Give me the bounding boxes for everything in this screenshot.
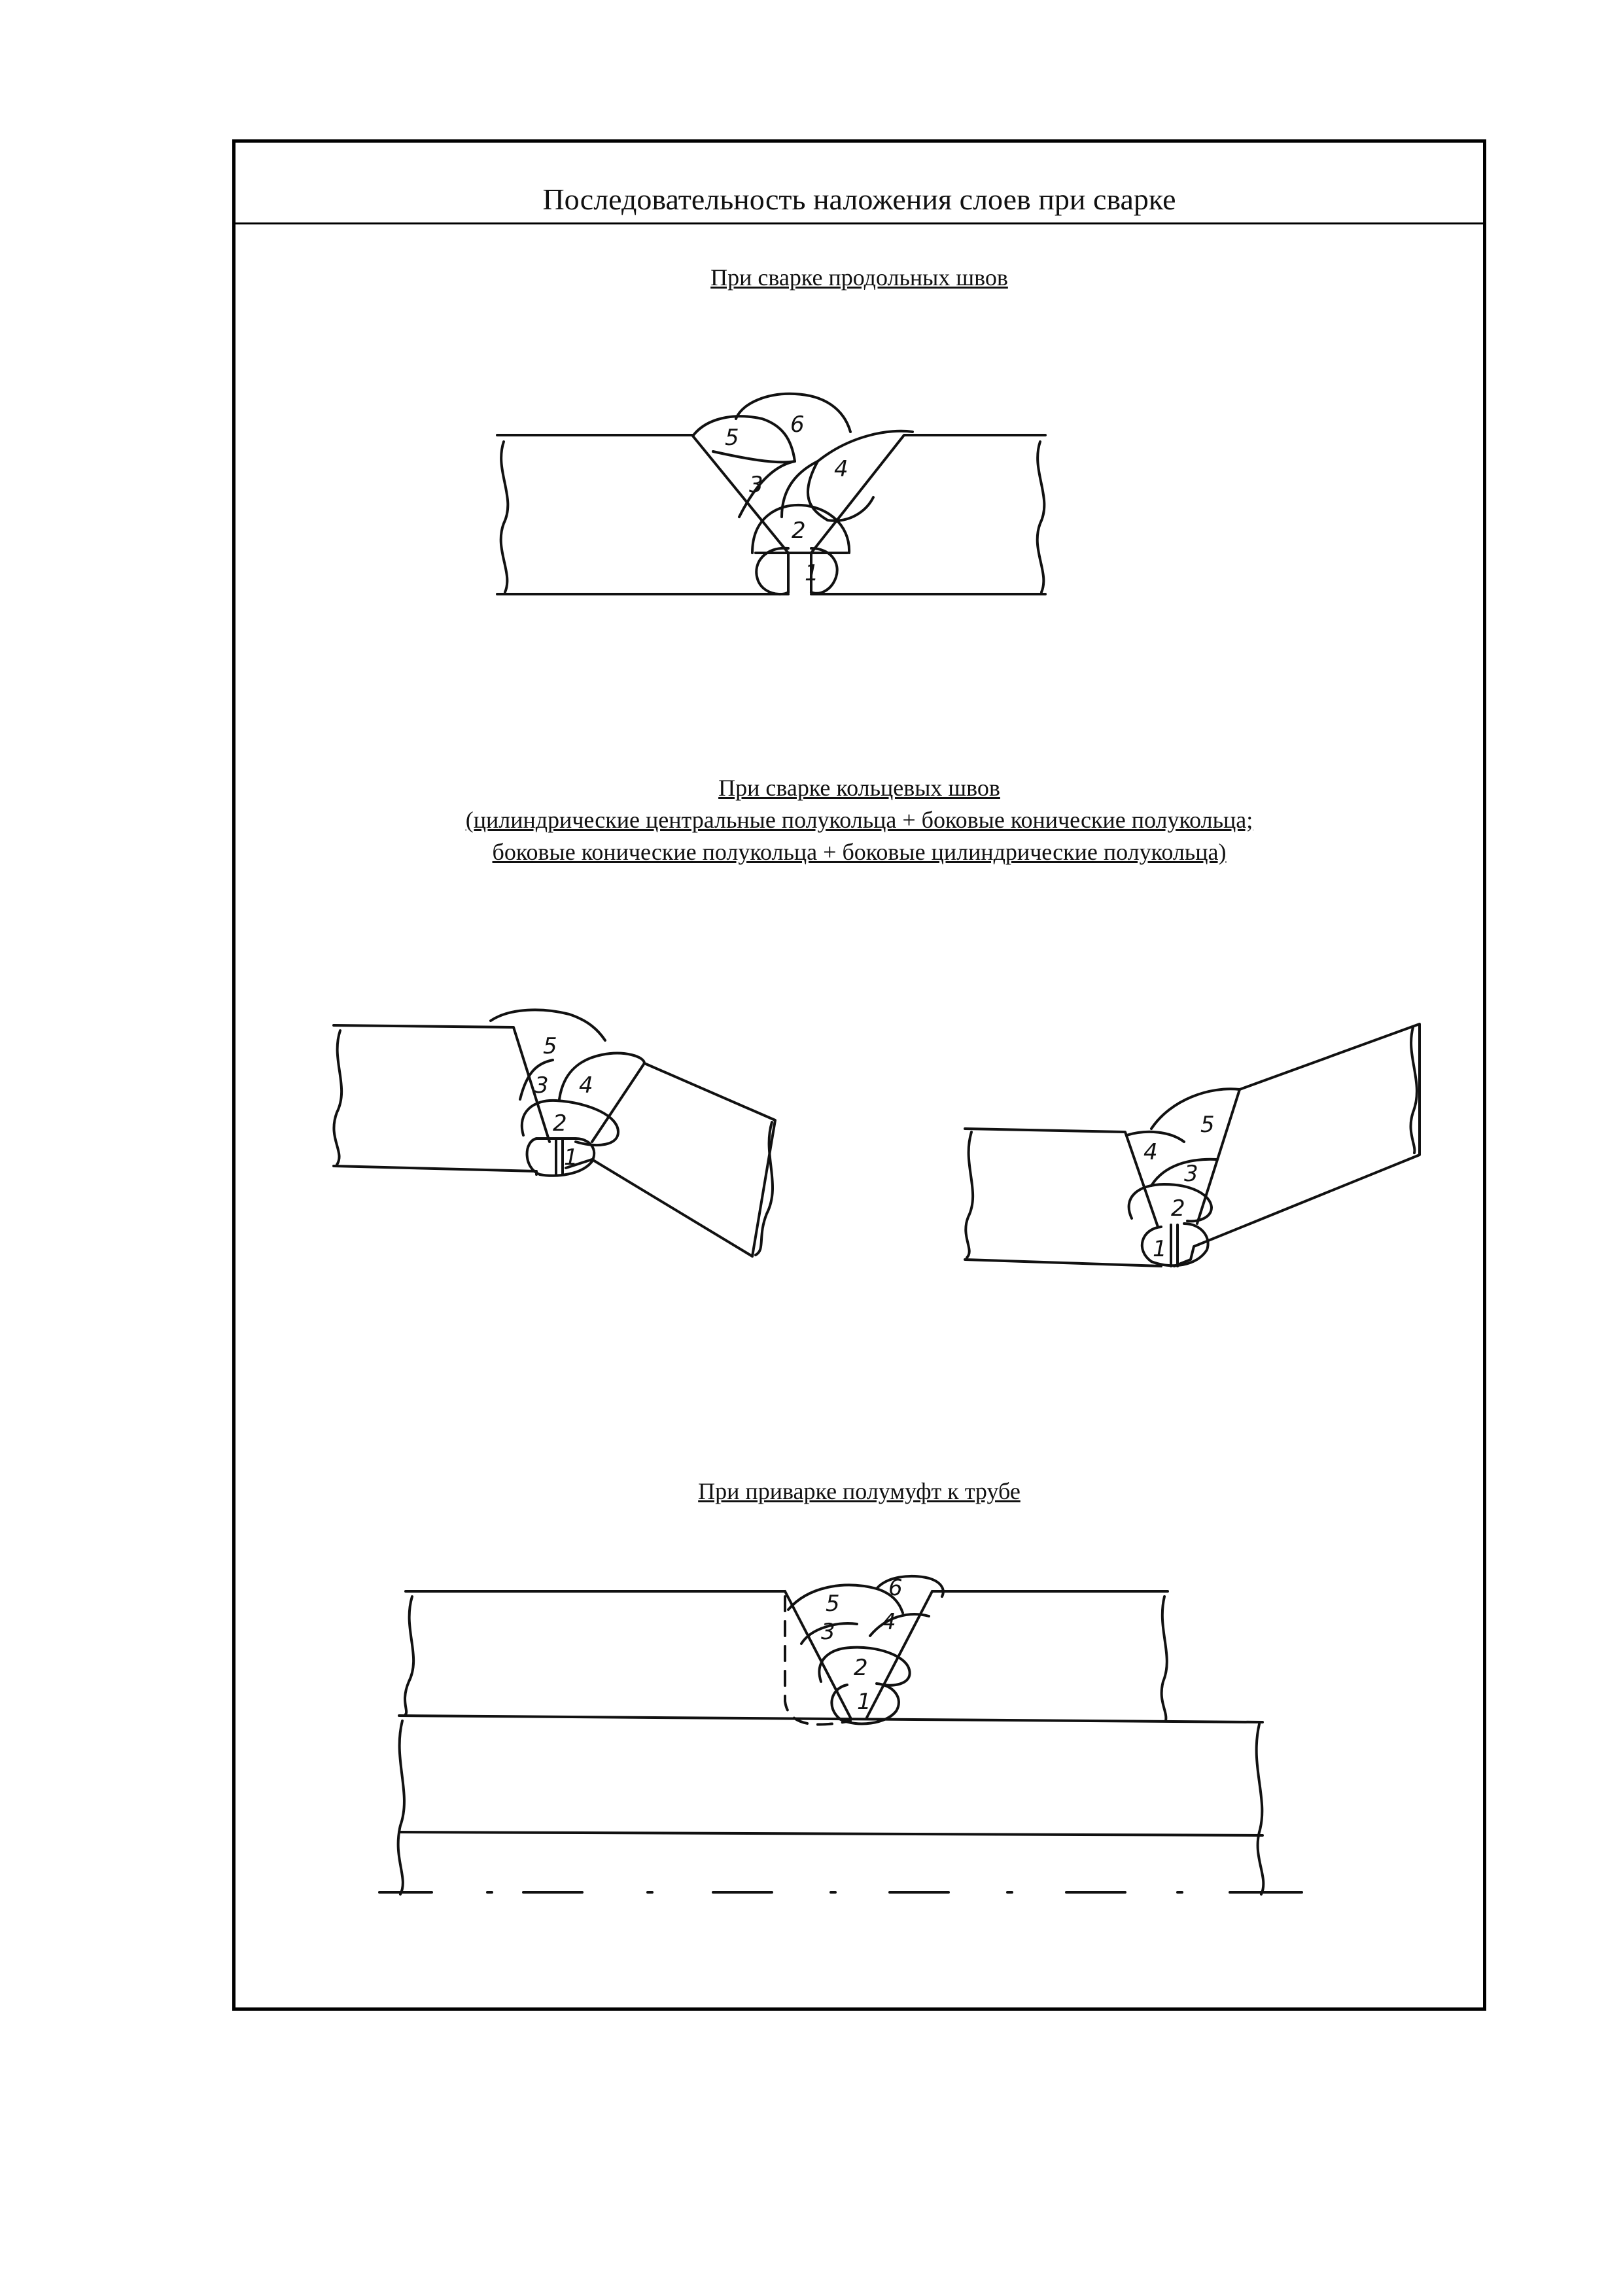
sleeve-label-2: 2 [854, 1655, 868, 1681]
circ-right-label-2: 2 [1171, 1195, 1185, 1222]
circ-right-label-4: 4 [1143, 1139, 1158, 1165]
page-title: Последовательность наложения слоев при сварке [542, 183, 1176, 216]
circ-left-label-3: 3 [534, 1072, 549, 1099]
sleeve-label-1: 1 [857, 1689, 871, 1715]
longitudinal-label-6: 6 [790, 412, 805, 438]
caption-sleeve: При приварке полумуфт к трубе [698, 1478, 1021, 1504]
caption-circumferential-line1: При сварке кольцевых швов [718, 775, 1000, 801]
circ-right-label-5: 5 [1200, 1112, 1215, 1138]
longitudinal-weld-diagram [497, 394, 1045, 594]
circ-left-label-2: 2 [553, 1110, 567, 1137]
circ-right-label-1: 1 [1153, 1236, 1167, 1262]
circ-left-label-1: 1 [564, 1144, 578, 1171]
circ-left-label-4: 4 [579, 1072, 593, 1099]
sleeve-label-4: 4 [882, 1609, 896, 1635]
sleeve-label-3: 3 [821, 1619, 835, 1645]
longitudinal-label-4: 4 [834, 456, 848, 482]
sleeve-label-5: 5 [826, 1591, 840, 1617]
caption-longitudinal: При сварке продольных швов [710, 264, 1008, 291]
sleeve-weld-diagram [379, 1576, 1302, 1894]
circ-right-label-3: 3 [1184, 1161, 1198, 1187]
caption-circumferential-line2: (цилиндрические центральные полукольца + боковые конические полукольца; [465, 807, 1253, 833]
longitudinal-label-5: 5 [725, 425, 739, 451]
circ-left-label-5: 5 [543, 1033, 557, 1059]
circumferential-weld-right-diagram [965, 1024, 1420, 1266]
sleeve-label-6: 6 [888, 1575, 903, 1601]
longitudinal-label-1: 1 [805, 560, 819, 586]
layer-labels [534, 412, 1215, 1715]
longitudinal-label-2: 2 [792, 518, 806, 544]
longitudinal-label-3: 3 [749, 472, 763, 498]
caption-circumferential-line3: боковые конические полукольца + боковые цилиндрические полукольца) [492, 839, 1227, 865]
